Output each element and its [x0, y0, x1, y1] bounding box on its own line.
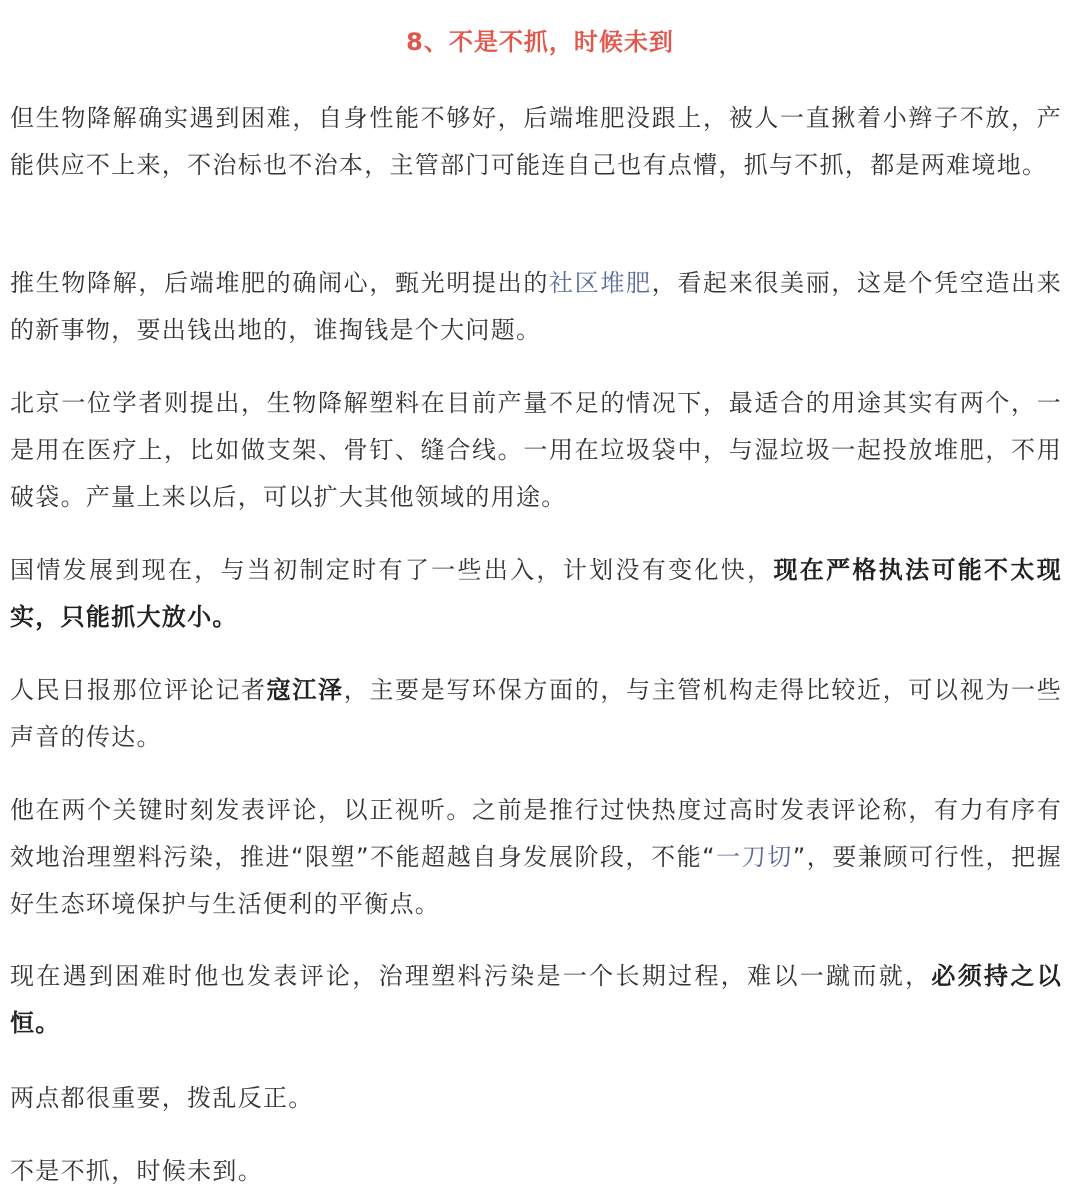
paragraph-7 [10, 953, 1062, 1047]
paragraph-7-bold-text: 必须持之以恒。 [10, 962, 1063, 1037]
paragraph-5-text-a: 人民日报那位评论记者 [10, 676, 267, 704]
paragraph-2-text-a: 推生物降解，后端堆肥的确闹心，甄光明提出的 [10, 269, 550, 297]
paragraph-2-text-b: ，看起来很美丽，这是个凭空造出来的新事物，要出钱出地的，谁掏钱是个大问题。 [10, 269, 1062, 344]
paragraph-9: 不是不抓，时候未到。 [10, 1157, 263, 1185]
one-size-fits-all-link[interactable]: 一刀切 [715, 843, 793, 871]
paragraph-8: 两点都很重要，拨乱反正。 [10, 1084, 314, 1112]
paragraph-1: 但生物降解确实遇到困难，自身性能不够好，后端堆肥没跟上，被人一直揪着小辫子不放，产能供应不上来，不治标也不治本，主管部门可能连自己也有点懵，抓与不抓，都是两难境地。 [10, 104, 1062, 179]
paragraph-6-text-b: ”，要兼顾可行性，把握好生态环境保护与生活便利的平衡点。 [10, 843, 1062, 918]
paragraph-6-text-a: 他在两个关键时刻发表评论，以正视听。之前是推行过快热度过高时发表评论称，有力有序有效地治理塑料污染，推进“限塑”不能超越自身发展阶段，不能“ [10, 796, 1062, 871]
community-compost-link[interactable]: 社区堆肥 [549, 269, 652, 297]
paragraph-6 [10, 787, 1062, 928]
reporter-name: 寇江泽 [266, 676, 344, 704]
paragraph-7-text: 现在遇到困难时他也发表评论，治理塑料污染是一个长期过程，难以一蹴而就， [10, 962, 932, 990]
paragraph-4 [10, 547, 1062, 641]
paragraph-4-text: 国情发展到现在，与当初制定时有了一些出入，计划没有变化快， [10, 556, 774, 584]
section-title: 8、不是不抓，时候未到 [406, 28, 674, 56]
paragraph-2 [10, 260, 1062, 354]
paragraph-4-bold-text: 现在严格执法可能不太现实，只能抓大放小。 [10, 556, 1062, 631]
paragraph-3: 北京一位学者则提出，生物降解塑料在目前产量不足的情况下，最适合的用途其实有两个，一是用在医疗上，比如做支架、骨钉、缝合线。一用在垃圾袋中，与湿垃圾一起投放堆肥，不用破袋。产量上来以后，可以扩大其他领域的用途。 [10, 389, 1062, 511]
paragraph-5 [10, 667, 1062, 761]
paragraph-5-text-b: ，主要是写环保方面的，与主管机构走得比较近，可以视为一些声音的传达。 [10, 676, 1062, 751]
